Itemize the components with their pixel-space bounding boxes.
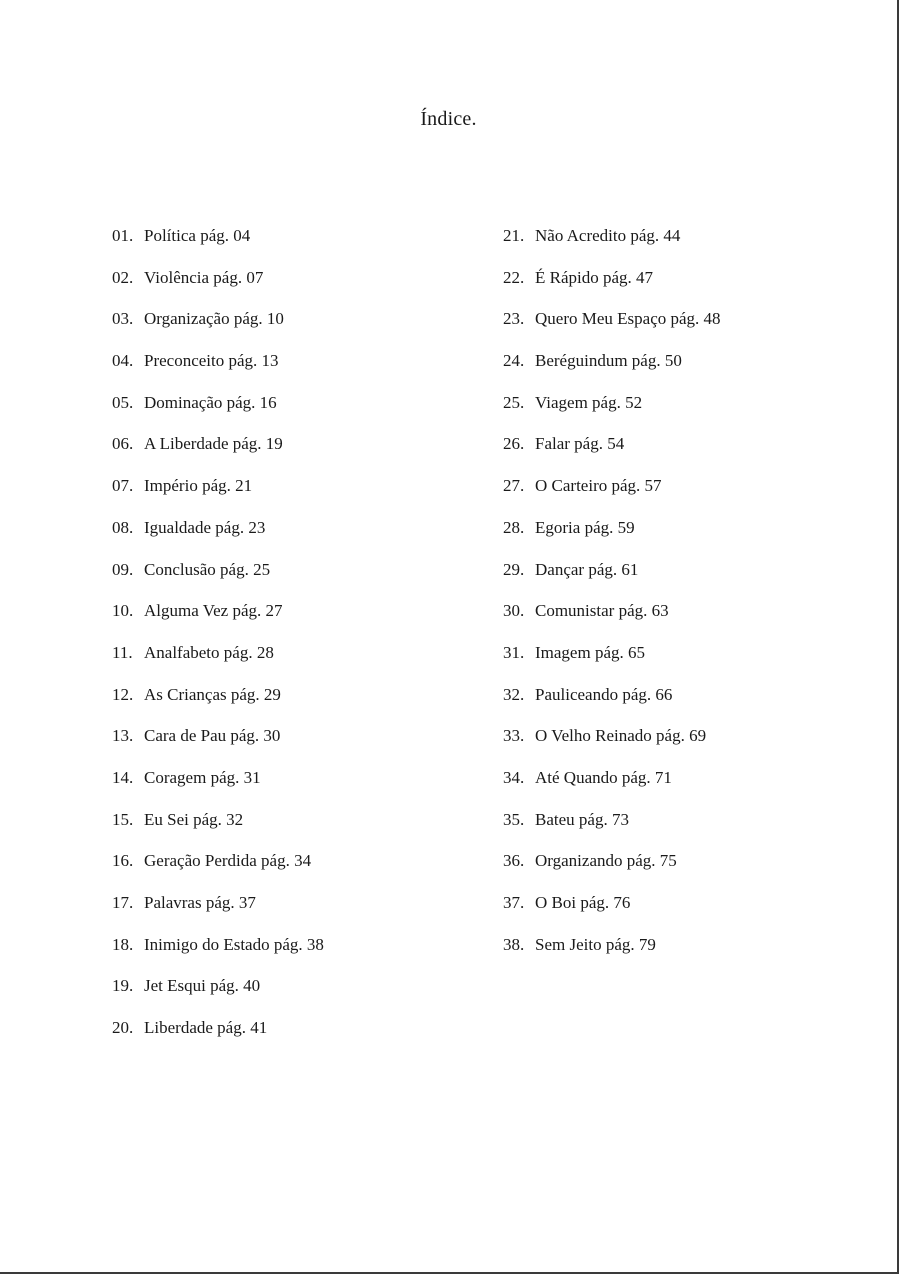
toc-entry: [503, 474, 721, 516]
toc-entry: [503, 683, 721, 725]
toc-entry-number: 26.: [503, 434, 525, 454]
toc-entry-number: 07.: [112, 476, 134, 496]
toc-entry: [503, 307, 721, 349]
toc-entry-number: 14.: [112, 767, 134, 787]
toc-entry: [503, 641, 721, 683]
toc-entry-number: 36.: [503, 851, 525, 871]
toc-entry: [112, 849, 324, 891]
toc-entry-text: Jet Esqui pág. 40: [144, 976, 261, 996]
toc-entry: [503, 766, 721, 808]
toc-entry: [112, 599, 324, 641]
toc-entry-text: Inimigo do Estado pág. 38: [144, 934, 324, 954]
toc-entry-text: Comunistar pág. 63: [535, 601, 669, 621]
toc-entry-number: 30.: [503, 601, 525, 621]
toc-entry-number: 31.: [503, 642, 525, 662]
toc-entry-text: As Crianças pág. 29: [144, 684, 281, 704]
toc-entry-number: 28.: [503, 517, 525, 537]
toc-entry-text: Sem Jeito pág. 79: [535, 934, 656, 954]
toc-entry-number: 34.: [503, 767, 525, 787]
toc-entry-number: 27.: [503, 476, 525, 496]
toc-entry-number: 04.: [112, 351, 134, 371]
toc-entry-text: Falar pág. 54: [535, 434, 625, 454]
toc-entry-number: 20.: [112, 1018, 134, 1038]
toc-entry: [112, 974, 324, 1016]
toc-entry-text: Bateu pág. 73: [535, 809, 629, 829]
toc-entry: [112, 933, 324, 975]
toc-entry-text: Organização pág. 10: [144, 309, 284, 329]
toc-entry-number: 25.: [503, 392, 525, 412]
toc-entry-text: Liberdade pág. 41: [144, 1018, 268, 1038]
toc-entry-text: Até Quando pág. 71: [535, 767, 672, 787]
toc-entry-number: 12.: [112, 684, 134, 704]
toc-entry: [112, 683, 324, 725]
toc-entry: [112, 891, 324, 933]
toc-entry-text: Preconceito pág. 13: [144, 351, 279, 371]
toc-entry-text: Quero Meu Espaço pág. 48: [535, 309, 721, 329]
toc-entry: [112, 432, 324, 474]
toc-entry: [112, 808, 324, 850]
toc-entry: [503, 432, 721, 474]
toc-entry-text: Cara de Pau pág. 30: [144, 726, 281, 746]
toc-entry: [112, 391, 324, 433]
toc-entry: [112, 474, 324, 516]
toc-entry: [112, 224, 324, 266]
toc-entry-number: 38.: [503, 934, 525, 954]
toc-entry-number: 10.: [112, 601, 134, 621]
toc-entry-text: Analfabeto pág. 28: [144, 642, 274, 662]
toc-entry-number: 22.: [503, 267, 525, 287]
toc-entry: [503, 266, 721, 308]
toc-entry-text: Política pág. 04: [144, 226, 251, 245]
toc-entry: [112, 516, 324, 558]
toc-entry-text: Geração Perdida pág. 34: [144, 851, 312, 871]
toc-entry-text: Pauliceando pág. 66: [535, 684, 673, 704]
toc-entry-text: Beréguindum pág. 50: [535, 351, 682, 371]
toc-entry-number: 19.: [112, 976, 134, 996]
toc-entry-text: A Liberdade pág. 19: [144, 434, 283, 454]
toc-entry-number: 23.: [503, 309, 525, 329]
toc-right-column: [503, 224, 721, 974]
toc-entry-text: Igualdade pág. 23: [144, 517, 266, 537]
toc-entry: [112, 266, 324, 308]
toc-entry-text: Dominação pág. 16: [144, 392, 277, 412]
toc-entry: [503, 599, 721, 641]
toc-entry-text: Império pág. 21: [144, 476, 253, 496]
toc-entry-text: Violência pág. 07: [144, 267, 264, 287]
toc-entry-text: Egoria pág. 59: [535, 517, 635, 537]
toc-entry-text: Não Acredito pág. 44: [535, 226, 681, 245]
toc-entry: [503, 349, 721, 391]
toc-entry-text: Palavras pág. 37: [144, 893, 256, 912]
toc-entry-text: O Boi pág. 76: [535, 893, 631, 912]
toc-entry-number: 35.: [503, 809, 525, 829]
toc-entry: [503, 516, 721, 558]
toc-entry: [503, 724, 721, 766]
toc-entry-number: 01.: [112, 226, 134, 245]
toc-entry: [112, 307, 324, 349]
toc-entry: [503, 808, 721, 850]
toc-entry-number: 08.: [112, 517, 134, 537]
toc-entry: [503, 558, 721, 600]
toc-entry-number: 21.: [503, 226, 525, 245]
toc-entry-number: 03.: [112, 309, 134, 329]
toc-entry-text: Conclusão pág. 25: [144, 559, 271, 579]
toc-entry: [503, 391, 721, 433]
toc-entry: [503, 224, 721, 266]
toc-entry: [112, 641, 324, 683]
toc-entry-number: 24.: [503, 351, 525, 371]
toc-entry-number: 32.: [503, 684, 525, 704]
toc-entry-number: 17.: [112, 893, 134, 912]
toc-entry-number: 13.: [112, 726, 134, 746]
toc-entry: [112, 724, 324, 766]
toc-entry: [112, 766, 324, 808]
toc-entry-text: Eu Sei pág. 32: [144, 809, 244, 829]
toc-entry-number: 06.: [112, 434, 134, 454]
toc-entry-text: O Velho Reinado pág. 69: [535, 726, 707, 746]
toc-entry-number: 37.: [503, 893, 525, 912]
toc-entry-number: 29.: [503, 559, 525, 579]
toc-entry-text: É Rápido pág. 47: [535, 267, 654, 287]
toc-entry: [112, 349, 324, 391]
toc-entry-text: O Carteiro pág. 57: [535, 476, 662, 496]
toc-entry-text: Organizando pág. 75: [535, 851, 677, 871]
toc-entry-number: 33.: [503, 726, 525, 746]
toc-entry: [112, 558, 324, 600]
toc-entry: [503, 891, 721, 933]
toc-entry-number: 11.: [112, 642, 133, 662]
toc-entry: [112, 1016, 324, 1058]
toc-entry-text: Viagem pág. 52: [535, 392, 643, 412]
toc-entry-text: Coragem pág. 31: [144, 767, 261, 787]
toc-entry-text: Alguma Vez pág. 27: [144, 601, 283, 621]
page-title: Índice.: [420, 108, 477, 130]
toc-entry-text: Imagem pág. 65: [535, 642, 645, 662]
toc-entry-number: 09.: [112, 559, 134, 579]
toc-entry-number: 16.: [112, 851, 134, 871]
toc-entry-number: 15.: [112, 809, 134, 829]
toc-entry-number: 18.: [112, 934, 134, 954]
toc-entry: [503, 849, 721, 891]
toc-entry: [503, 933, 721, 975]
toc-entry-number: 02.: [112, 267, 134, 287]
toc-entry-text: Dançar pág. 61: [535, 559, 639, 579]
toc-entry-number: 05.: [112, 392, 134, 412]
toc-left-column: [112, 224, 324, 1058]
